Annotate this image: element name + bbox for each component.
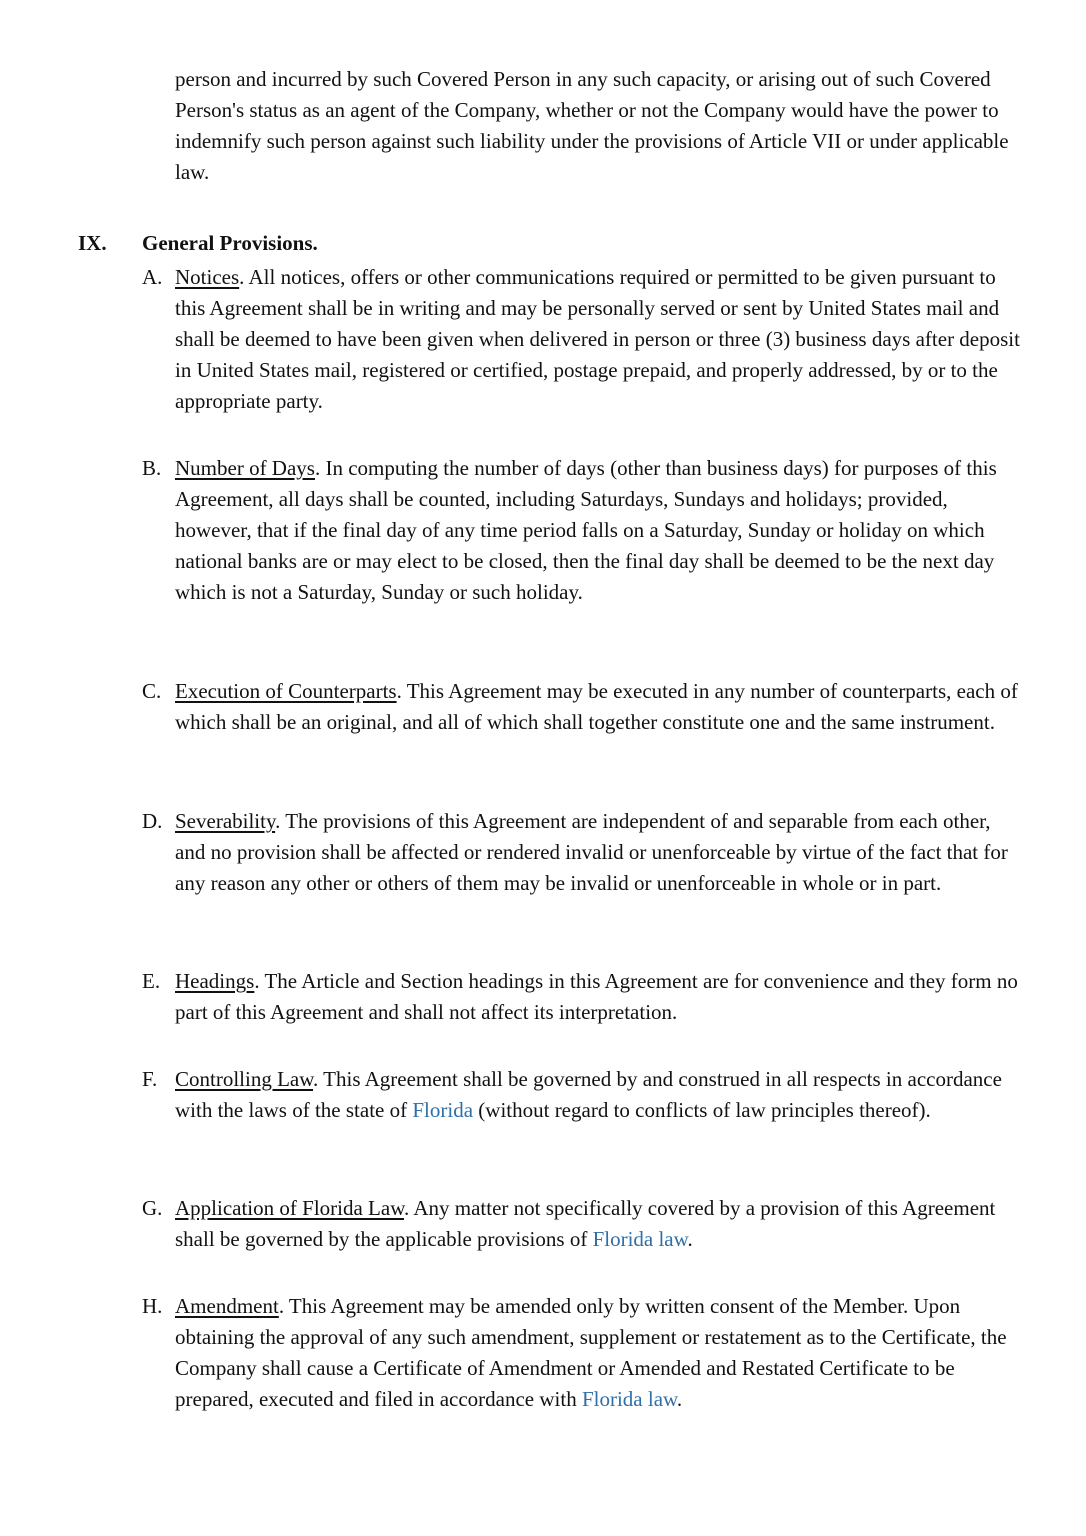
section-text-after: . (676, 1387, 683, 1411)
section-body (175, 1193, 1022, 1255)
section-text: . This Agreement may be executed in any number of counterparts, each of which shall be an original, and all of which shall together constitute one and the same instrument. (175, 679, 1018, 734)
section-text-after: . (687, 1227, 693, 1251)
section-body (175, 453, 1022, 608)
section-heading: Number of Days (175, 456, 315, 480)
section-notices (142, 262, 1022, 417)
section-text: . This Agreement shall be governed by and construed in all respects in accordance with the laws of the state of (175, 1067, 1002, 1122)
section-number-of-days (142, 453, 1022, 608)
section-text: . This Agreement may be amended only by written consent of the Member. Upon obtaining the approval of any such amendment, supplement or restatement as to the Certificate, the Company shall cause a Certificate of Amendment or Amended and Restated Certificate to be prepared, executed and filed in accordance with (175, 1294, 1007, 1411)
florida-law-link[interactable]: Florida law (581, 1387, 677, 1411)
section-controlling-law (142, 1064, 1022, 1126)
section-letter: B. (142, 456, 162, 480)
section-letter: E. (142, 969, 161, 993)
section-body (175, 806, 1022, 899)
section-letter: D. (142, 809, 163, 833)
section-heading: Execution of Counterparts (175, 679, 397, 703)
section-text: . Any matter not specifically covered by a provision of this Agreement shall be governed by the applicable provisions of (175, 1196, 996, 1251)
section-text: . The Article and Section headings in this Agreement are for convenience and they form no part of this Agreement and shall not affect its interpretation. (175, 969, 1018, 1024)
section-heading: Amendment (175, 1294, 279, 1318)
section-body (175, 1291, 1022, 1415)
section-text: . All notices, offers or other communications required or permitted to be given pursuant to this Agreement shall be in writing and may be personally served or sent by United States mail and shall be deemed to have been given when delivered in person or three (3) business days after deposit in United States mail, registered or certified, postage prepaid, and properly addressed, by or to the appropriate party. (175, 265, 1020, 413)
section-amendment (142, 1291, 1022, 1415)
section-heading: Headings (175, 969, 255, 993)
section-execution-of-counterparts (142, 676, 1022, 738)
section-application-of-florida-law (142, 1193, 1022, 1255)
florida-link[interactable]: Florida (412, 1098, 474, 1122)
section-body (175, 1064, 1022, 1126)
section-letter: C. (142, 679, 162, 703)
section-body (175, 676, 1022, 738)
section-heading: Controlling Law (175, 1067, 314, 1091)
continuation-paragraph: person and incurred by such Covered Person in any such capacity, or arising out of such Covered Person's status as an agent of the Company, whether or not the Company would have the power to indemnify such person against such liability under the provisions of Article VII or under applicable law. (175, 67, 1009, 184)
section-letter: F. (142, 1067, 158, 1091)
section-letter: A. (142, 265, 163, 289)
section-text: . In computing the number of days (other than business days) for purposes of this Agreement, all days shall be counted, including Saturdays, Sundays and holidays; provided, however, that if the final day of any time period falls on a Saturday, Sunday or holiday on which national banks are or may elect to be closed, then the final day shall be deemed to be the next day which is not a Saturday, Sunday or such holiday. (175, 456, 997, 604)
section-body (175, 262, 1022, 417)
section-severability (142, 806, 1022, 899)
article-number: IX. (78, 231, 107, 255)
florida-law-link[interactable]: Florida law (592, 1227, 688, 1251)
section-headings (142, 966, 1022, 1028)
section-letter: H. (142, 1294, 163, 1318)
section-text-after: (without regard to conflicts of law principles thereof). (473, 1098, 931, 1122)
section-text: . The provisions of this Agreement are independent of and separable from each other, and no provision shall be affected or rendered invalid or unenforceable by virtue of the fact that for any reason any other or others of them may be invalid or unenforceable in whole or in part. (175, 809, 1008, 895)
section-body (175, 966, 1022, 1028)
section-heading: Severability (175, 809, 276, 833)
section-letter: G. (142, 1196, 163, 1220)
section-heading: Application of Florida Law (175, 1196, 405, 1220)
section-heading: Notices (175, 265, 240, 289)
article-title: General Provisions. (142, 231, 318, 255)
